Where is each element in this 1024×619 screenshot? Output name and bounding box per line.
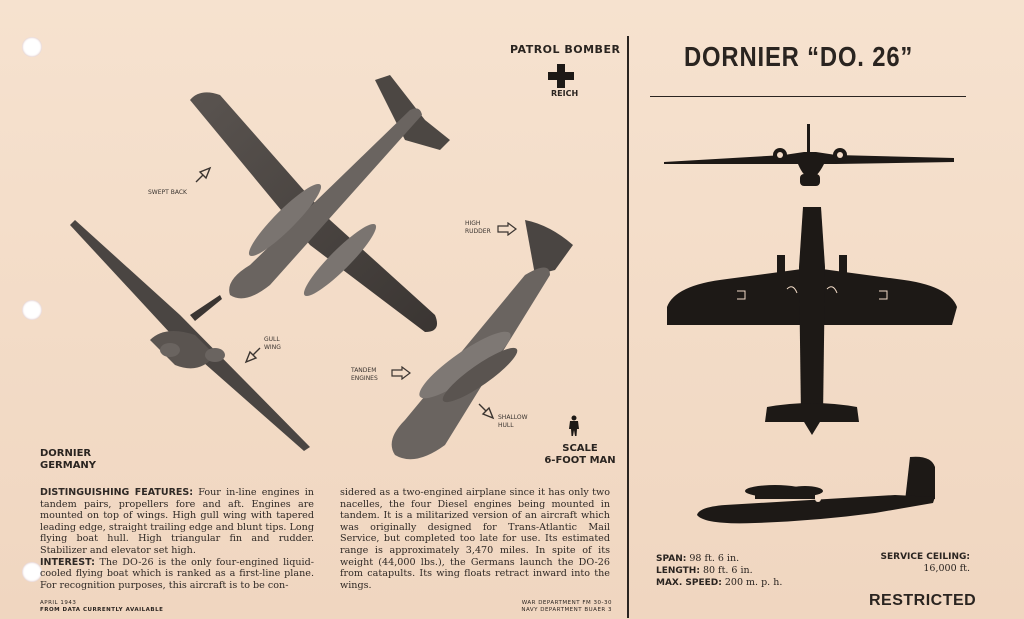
punch-hole-top — [22, 37, 42, 57]
manufacturer-label: DORNIER GERMANY — [40, 448, 97, 471]
spec-length: LENGTH: 80 ft. 6 in. — [656, 565, 753, 576]
arrow-icon — [391, 366, 411, 380]
description-column-2: sidered as a two-engined airplane since it has only two nacelles, the four Diesel engines being mounted in tandem. It is a militarized version of an aircraft which was originally designed for Trans-Atlantic Mail Service, but completed too late for use. Its estimated range is approximately 3,470 miles. In spite of its weight (44,000 lbs.), the Germans launch the DO-26 from catapults. Its wing floats retract inward into the wings. — [340, 487, 610, 591]
classification-stamp: RESTRICTED — [869, 592, 977, 609]
distinguishing-features-label: DISTINGUISHING FEATURES: — [40, 487, 194, 498]
silhouette-front-view — [664, 122, 956, 194]
aircraft-category: PATROL BOMBER — [510, 43, 621, 56]
plane-side-oblique-view — [385, 215, 580, 465]
title-rule — [650, 96, 966, 97]
column-divider — [627, 36, 629, 618]
spec-speed: MAX. SPEED: 200 m. p. h. — [656, 577, 783, 588]
footer-date: APRIL 1943 FROM DATA CURRENTLY AVAILABLE — [40, 600, 164, 613]
arrow-icon — [244, 346, 262, 364]
scale-label: SCALE 6-FOOT MAN — [544, 443, 616, 466]
spec-span: SPAN: 98 ft. 6 in. — [656, 553, 740, 564]
punch-hole-bottom — [22, 562, 42, 582]
spec-service-ceiling: SERVICE CEILING: 16,000 ft. — [880, 552, 970, 574]
page-title: DORNIER “DO. 26” — [684, 41, 914, 72]
silhouette-side-view — [695, 455, 945, 530]
silhouette-plan-view — [667, 207, 957, 439]
arrow-icon — [477, 402, 495, 420]
callout-tandem-engines: TANDEM ENGINES — [351, 367, 378, 382]
footer-department: WAR DEPARTMENT FM 30-30 NAVY DEPARTMENT BUAER 3 — [521, 600, 612, 613]
man-silhouette-icon — [568, 415, 580, 437]
callout-gull-wing: GULL WING — [264, 336, 281, 351]
nation-label: REICH — [551, 89, 579, 98]
punch-hole-middle — [22, 300, 42, 320]
callout-shallow-hull: SHALLOW HULL — [498, 414, 528, 429]
distinguishing-features-text: Four in-line engines in tandem pairs, propellers fore and aft. Engines are mounted on top of wings. High gull wing with tapered leading edge, straight trailing edge and blunt tips. Long flying boat hull. High triangular fin and rudder. Stabilizer and elevator set high. — [40, 487, 314, 556]
callout-high-rudder: HIGH RUDDER — [465, 220, 491, 235]
interest-text: The DO-26 is the only four-engined liquid-cooled flying boat which is ranked as a first-line plane. For recognition purposes, this aircraft is to be con- — [40, 556, 314, 591]
interest-label: INTEREST: — [40, 556, 95, 568]
arrow-icon — [497, 222, 517, 236]
plane-front-oblique-view — [70, 215, 320, 455]
arrow-icon — [194, 166, 212, 184]
callout-swept-back: SWEPT BACK — [148, 189, 187, 196]
balkenkreuz-icon — [548, 64, 574, 88]
description-column-1 — [40, 487, 314, 591]
specifications — [656, 553, 782, 589]
